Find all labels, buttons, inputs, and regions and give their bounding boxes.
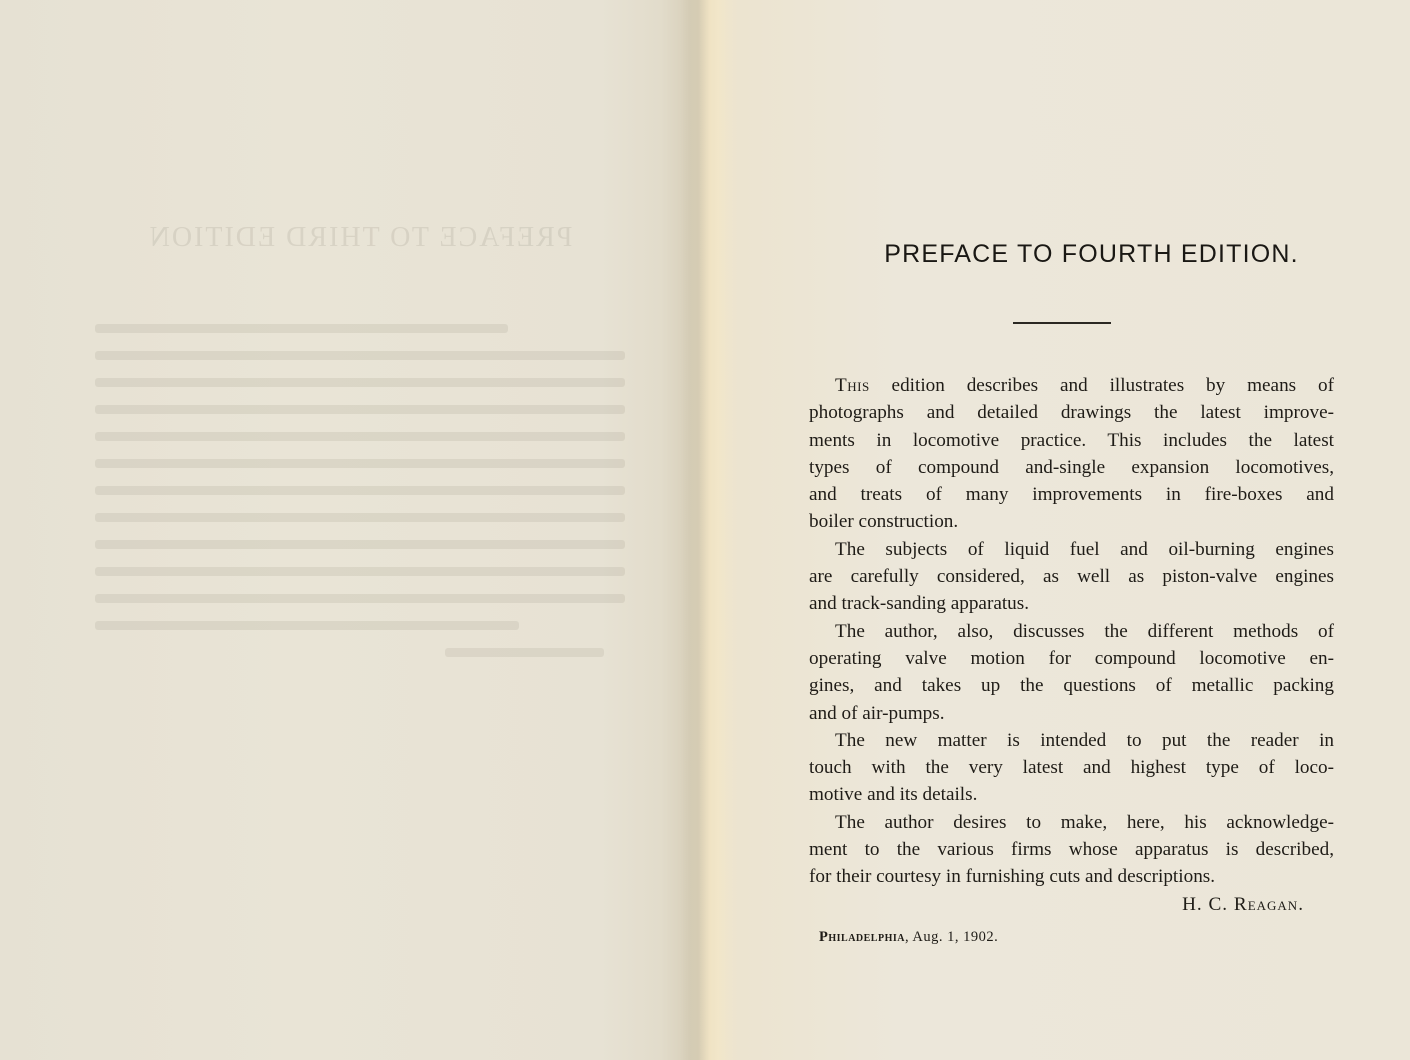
title-rule [1013,322,1111,324]
text-line: touch with the very latest and highest type of loco- [809,757,1334,779]
text-line: The new matter is intended to put the reader in [835,729,1334,751]
bleed-through-line [95,324,508,333]
paragraph-4 [809,727,1334,809]
text-line: and of air-pumps. [809,702,945,724]
bleed-through-line [95,513,625,522]
bleed-through-line [95,486,625,495]
paragraph-5 [809,809,1334,891]
text-line: The author, also, discusses the different methods of [835,620,1334,642]
bleed-through-line [95,540,625,549]
dateline-date: , Aug. 1, 1902. [904,928,999,945]
dateline-place: Philadelphia [819,928,905,945]
bleed-through-line [95,378,625,387]
text-line: types of compound and-single expansion locomotives, [809,456,1334,478]
text-line: ment to the various firms whose apparatus is described, [809,839,1334,861]
right-page [700,0,1410,1060]
text-line: ments in locomotive practice. This includes the latest [809,429,1334,451]
lead-word: This [835,375,870,396]
bleed-through-line [445,648,604,657]
preface-body [809,372,1334,951]
paragraph-1 [809,372,1334,536]
bleed-through-line [95,459,625,468]
left-page [0,0,700,1060]
bleed-through-title: PREFACE TO THIRD EDITION [147,222,573,253]
text-line: motive and its details. [809,784,978,806]
text-line: are carefully considered, as well as piston-valve engines [809,566,1334,588]
bleed-through-line [95,351,625,360]
text-line: The author desires to make, here, his acknowledge- [835,811,1334,833]
text-line: and track-sanding apparatus. [809,593,1030,615]
text-line: The subjects of liquid fuel and oil-burning engines [835,538,1334,560]
dateline [819,924,1334,951]
text-line: boiler construction. [809,511,959,533]
page-title: PREFACE TO FOURTH EDITION. [884,240,1299,268]
paragraph-2 [809,536,1334,618]
paragraph-3 [809,618,1334,727]
text-line: operating valve motion for compound locomotive en- [809,647,1334,669]
bleed-through-line [95,432,625,441]
bleed-through-line [95,405,625,414]
line-text: edition describes and illustrates by means of [869,375,1334,396]
bleed-through-text [95,222,625,675]
text-line: photographs and detailed drawings the latest improve- [809,402,1334,424]
text-line: and treats of many improvements in fire-boxes and [809,484,1334,506]
bleed-through-line [95,567,625,576]
author-signature: H. C. Reagan. [1182,893,1304,915]
bleed-through-line [95,594,625,603]
preface-content [809,240,1334,951]
text-line: gines, and takes up the questions of metallic packing [809,675,1334,697]
bleed-through-line [95,621,519,630]
text-line: for their courtesy in furnishing cuts and descriptions. [809,866,1216,888]
text-line [809,372,1334,399]
